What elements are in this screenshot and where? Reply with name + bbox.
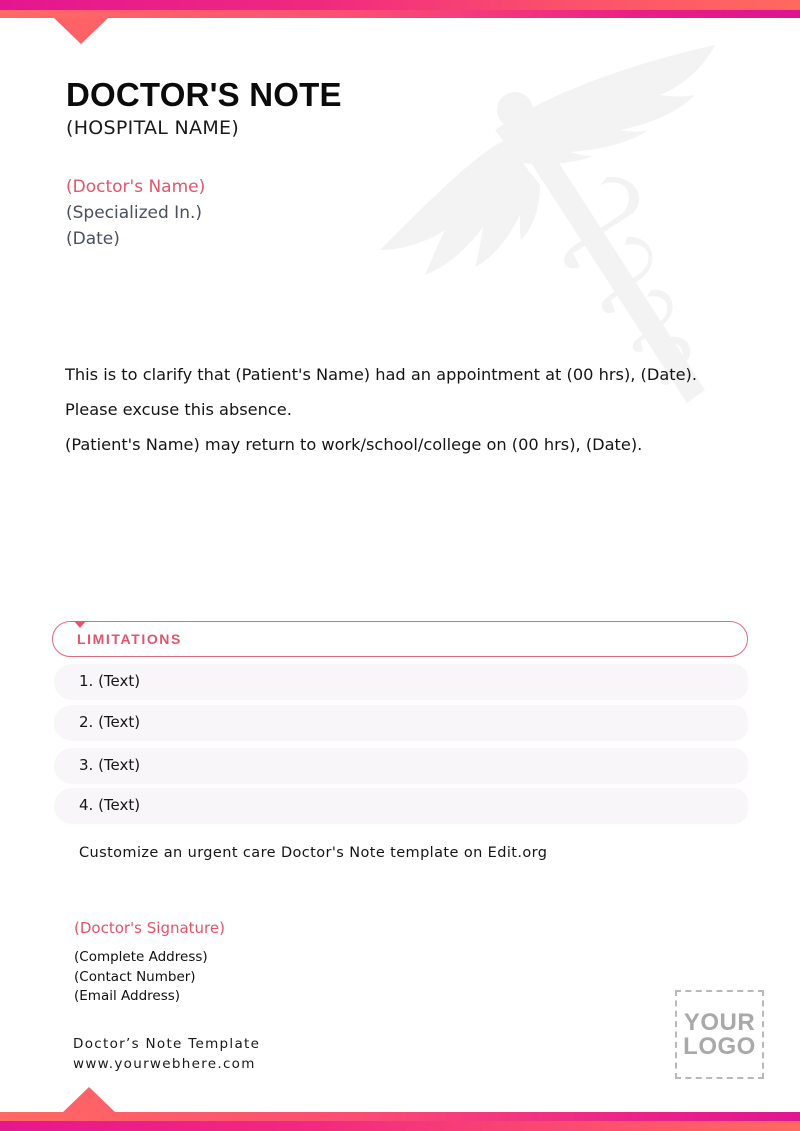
limitation-item [54,748,748,784]
doctor-specialization: (Specialized In.) [66,203,203,223]
caduceus-icon [375,35,720,405]
template-name: Doctor’s Note Template [73,1036,261,1052]
limitation-item [54,664,748,700]
doctor-name: (Doctor's Name) [66,177,206,197]
email-address: (Email Address) [74,988,181,1004]
contact-info [74,948,208,1007]
limitations-header [52,621,748,657]
limitation-text: 3. (Text) [79,756,141,774]
limitation-text: 4. (Text) [79,796,141,814]
logo-line-1: YOUR [683,1009,756,1036]
bottom-bar-band-magenta [0,1121,800,1131]
page-title: DOCTOR'S NOTE [66,76,342,113]
limitation-item [54,705,748,741]
footer [73,1035,260,1074]
note-body [65,357,697,462]
limitation-item [54,788,748,824]
note-date: (Date) [66,229,120,249]
top-bar-band-coral [0,10,800,18]
limitation-text: 2. (Text) [79,713,141,731]
customize-note: Customize an urgent care Doctor's Note template on Edit.org [79,845,548,861]
top-gradient-bar [0,0,800,18]
limitation-text: 1. (Text) [79,672,141,690]
bottom-gradient-bar [0,1112,800,1131]
complete-address: (Complete Address) [74,949,208,965]
doctor-info [66,174,205,252]
logo-line-2: LOGO [683,1033,756,1060]
website-url: www.yourwebhere.com [73,1055,256,1072]
top-triangle-accent [54,18,108,44]
body-line-excuse: Please excuse this absence. [65,400,292,419]
logo-placeholder [675,990,764,1079]
body-line-appointment: This is to clarify that (Patient's Name) had an appointment at (00 hrs), (Date). [65,365,698,384]
hospital-name: (HOSPITAL NAME) [66,117,240,139]
doctor-signature: (Doctor's Signature) [74,919,225,937]
bottom-triangle-accent [62,1087,116,1113]
body-line-return: (Patient's Name) may return to work/school/college on (00 hrs), (Date). [65,435,643,454]
contact-number: (Contact Number) [74,968,196,985]
bottom-bar-band-coral [0,1112,800,1121]
limitations-label: LIMITATIONS [77,631,182,647]
limitations-triangle-accent [74,621,86,628]
